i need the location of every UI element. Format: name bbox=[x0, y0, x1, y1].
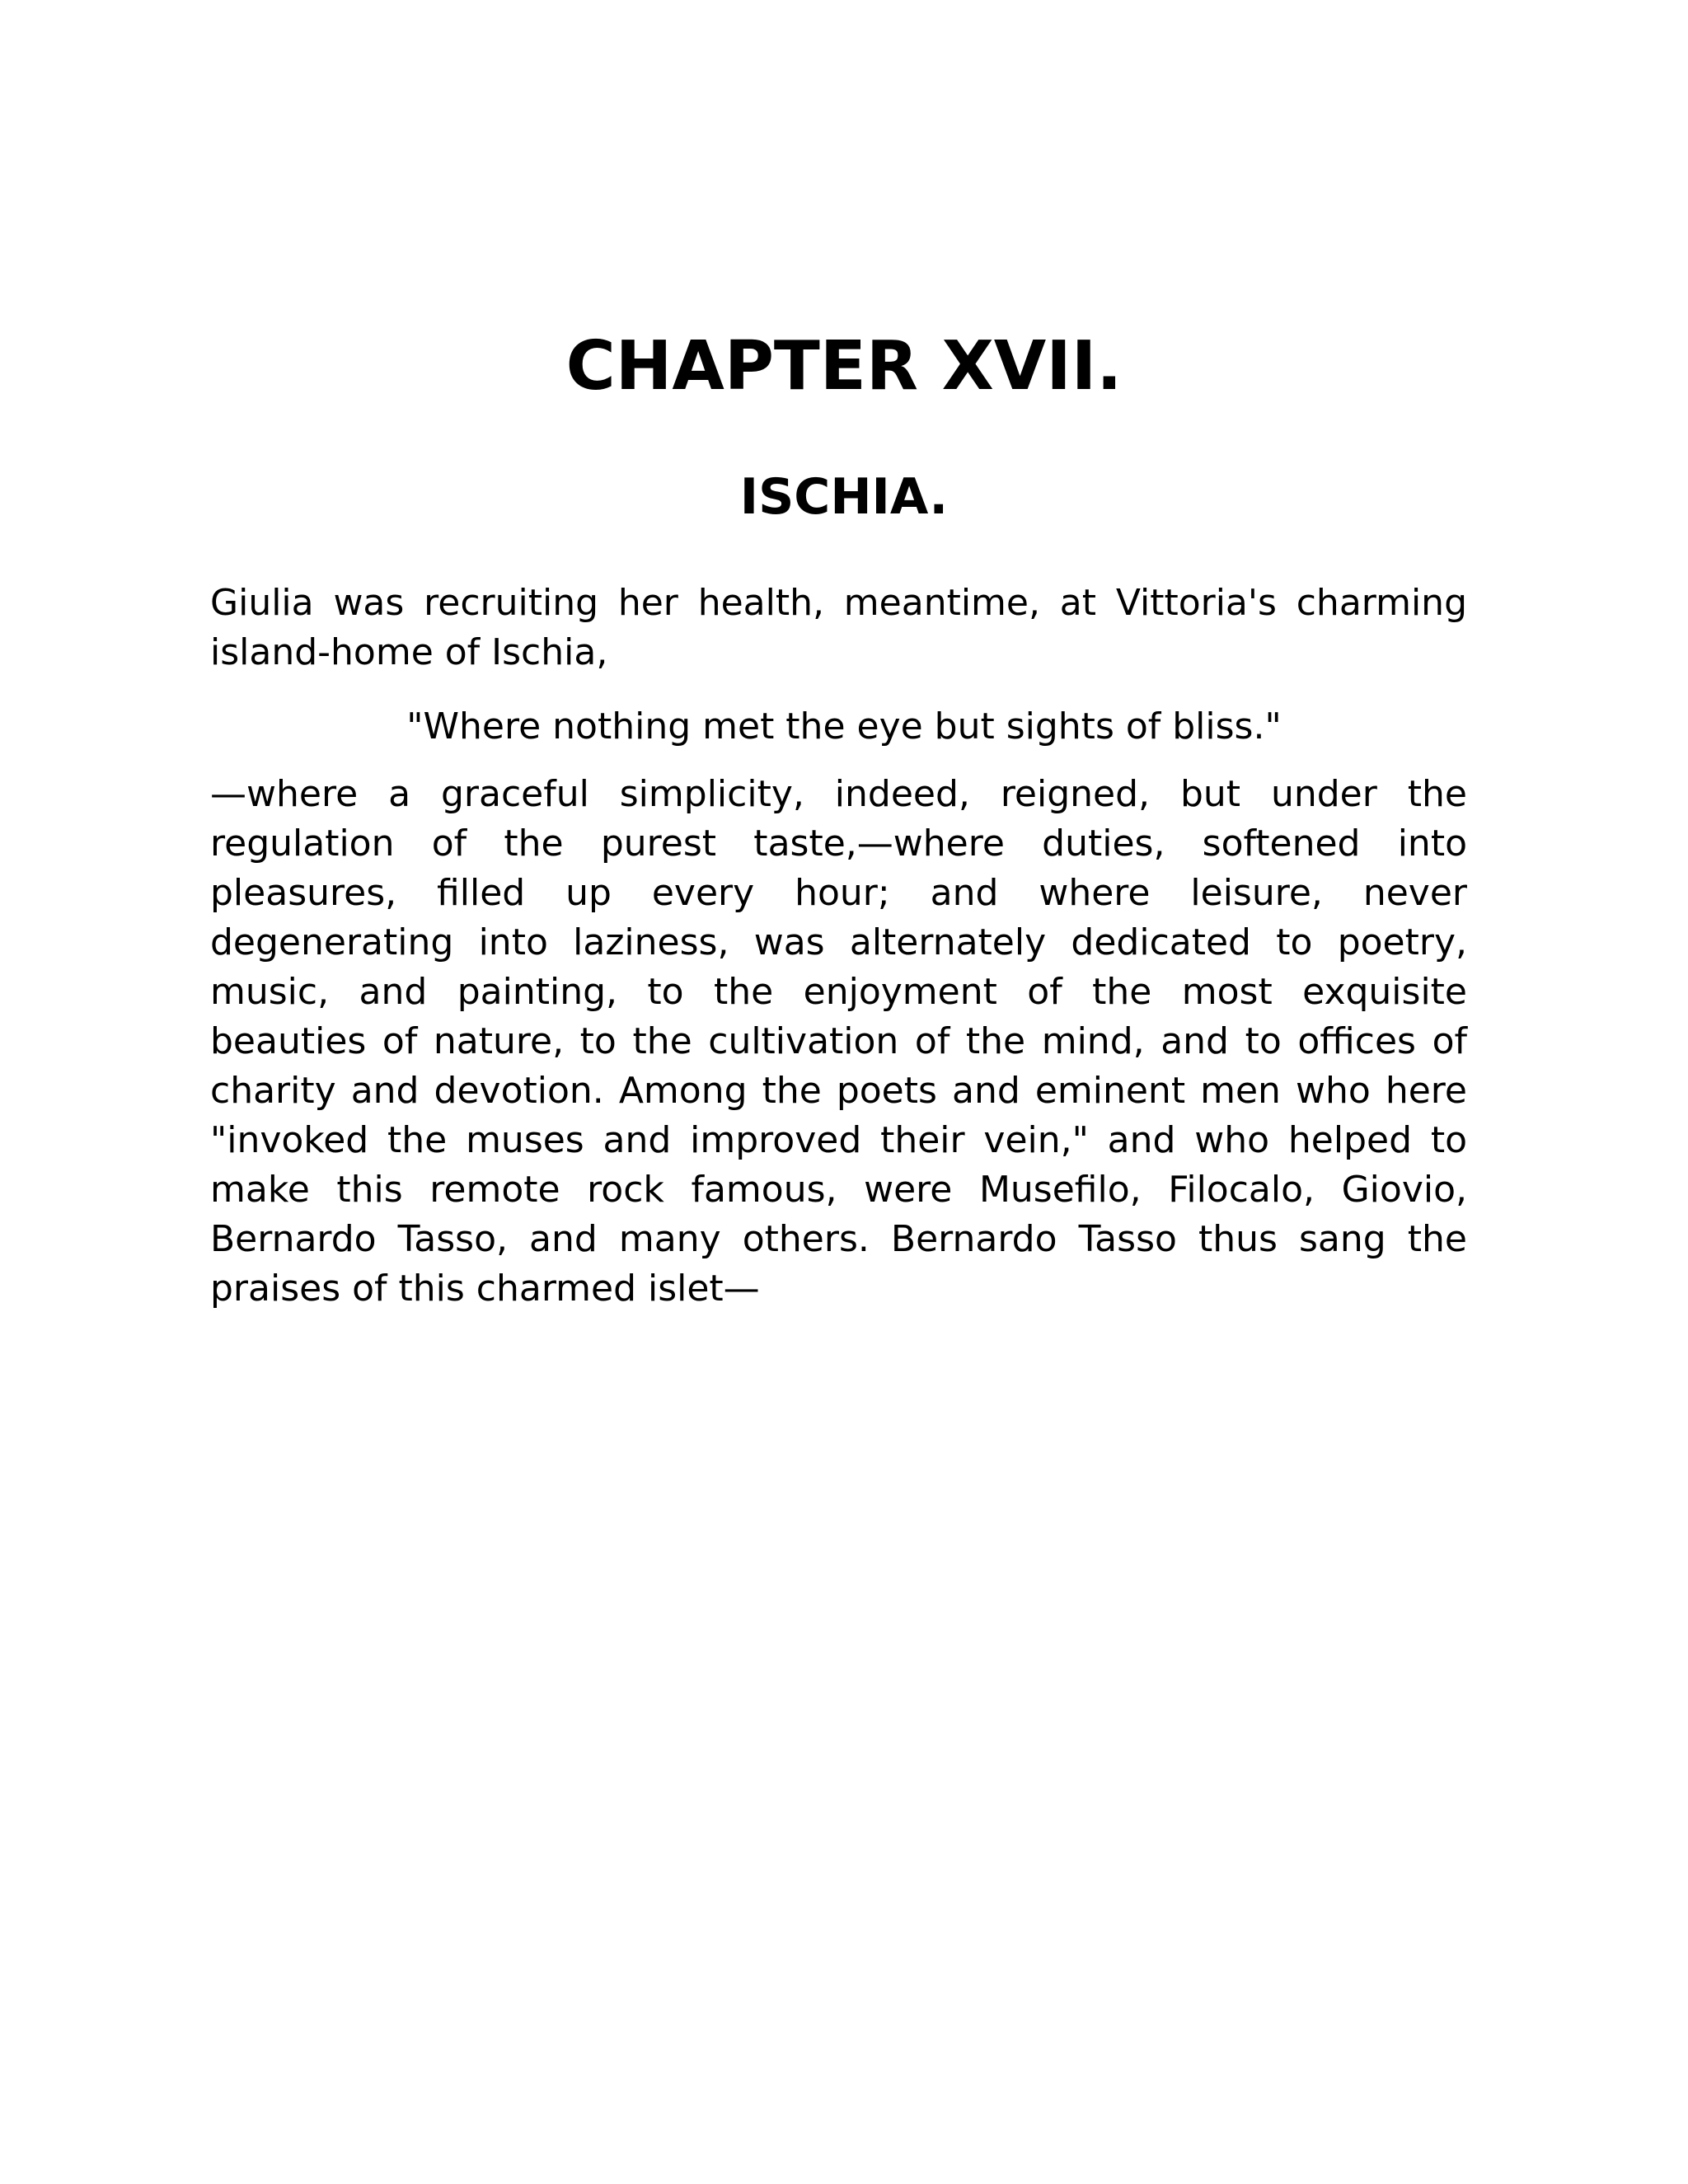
paragraph-main: —where a graceful simplicity, indeed, reigned, but under the regulation of the purest taste,—where duties, softened into pleasures, filled up every hour; and where leisure, never degenerating into laziness, was alternately dedicated to poetry, music, and painting, to the enjoyment of the most exquisite beauties of nature, to the cultivation of the mind, and to offices of charity and devotion. Among the poets and eminent men who here "invoked the muses and improved their vein," and who helped to make this remote rock famous, were Musefilo, Filocalo, Giovio, Bernardo Tasso, and many others. Bernardo Tasso thus sang the praises of this charmed islet— bbox=[210, 773, 1467, 1310]
chapter-title: CHAPTER XVII. bbox=[565, 327, 1123, 405]
quotation: "Where nothing met the eye but sights of bliss." bbox=[406, 705, 1282, 748]
chapter-subtitle: ISCHIA. bbox=[739, 468, 949, 526]
paragraph-intro: Giulia was recruiting her health, meantime, at Vittoria's charming island-home of Ischia, bbox=[210, 582, 1467, 673]
